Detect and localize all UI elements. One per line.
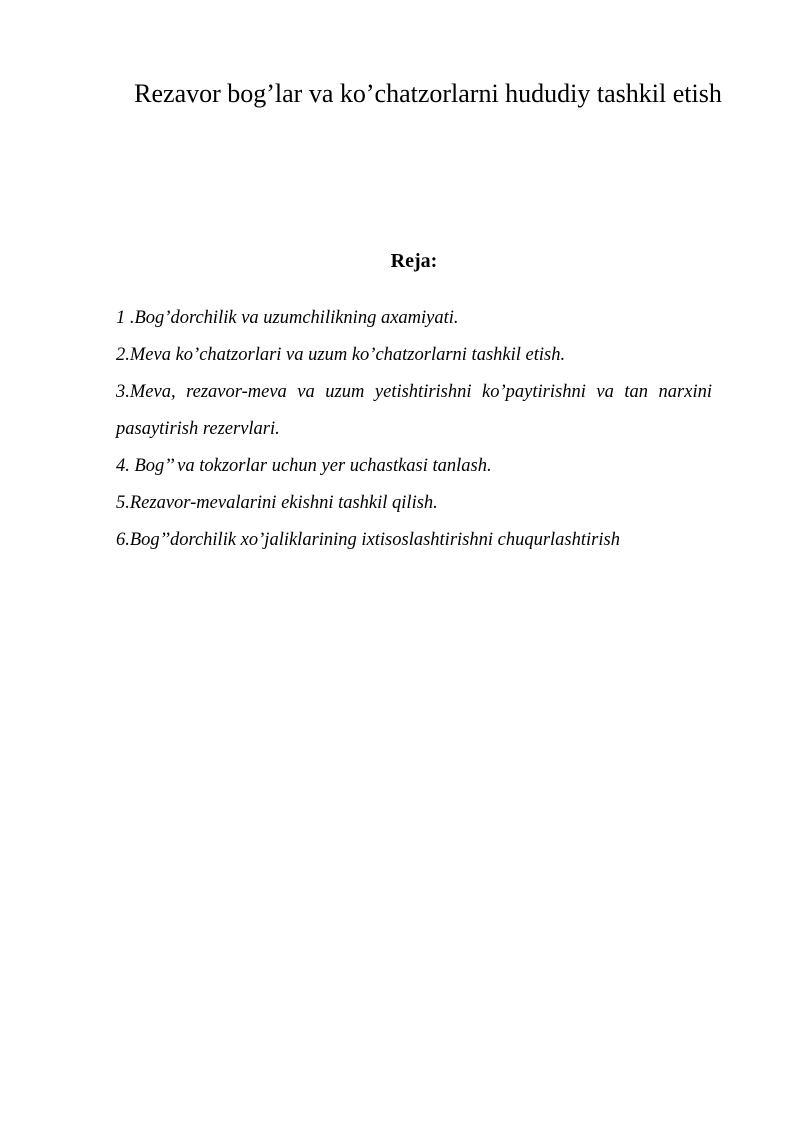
plan-item-4: 4. Bog’’ va tokzorlar uchun yer uchastkasi tanlash.	[116, 456, 492, 476]
plan-heading: Reja:	[390, 250, 438, 272]
document-title: Rezavor bog’lar va ko’chatzorlarni hududiy tashkil etish	[134, 79, 722, 108]
plan-list	[116, 300, 712, 559]
plan-item-5: 5.Rezavor-mevalarini ekishni tashkil qilish.	[116, 493, 438, 513]
plan-item-2: 2.Meva ko’chatzorlari va uzum ko’chatzorlarni tashkil etish.	[116, 345, 566, 365]
plan-item-6: 6.Bog’’dorchilik xo’jaliklarining ixtisoslashtirishni chuqurlashtirish	[116, 530, 620, 550]
plan-item-3: 3.Meva, rezavor-meva va uzum yetishtirishni ko’paytirishni va tan narxini pasaytirish rezervlari.	[116, 382, 712, 439]
plan-item-1: 1 .Bog’dorchilik va uzumchilikning axamiyati.	[116, 308, 459, 328]
